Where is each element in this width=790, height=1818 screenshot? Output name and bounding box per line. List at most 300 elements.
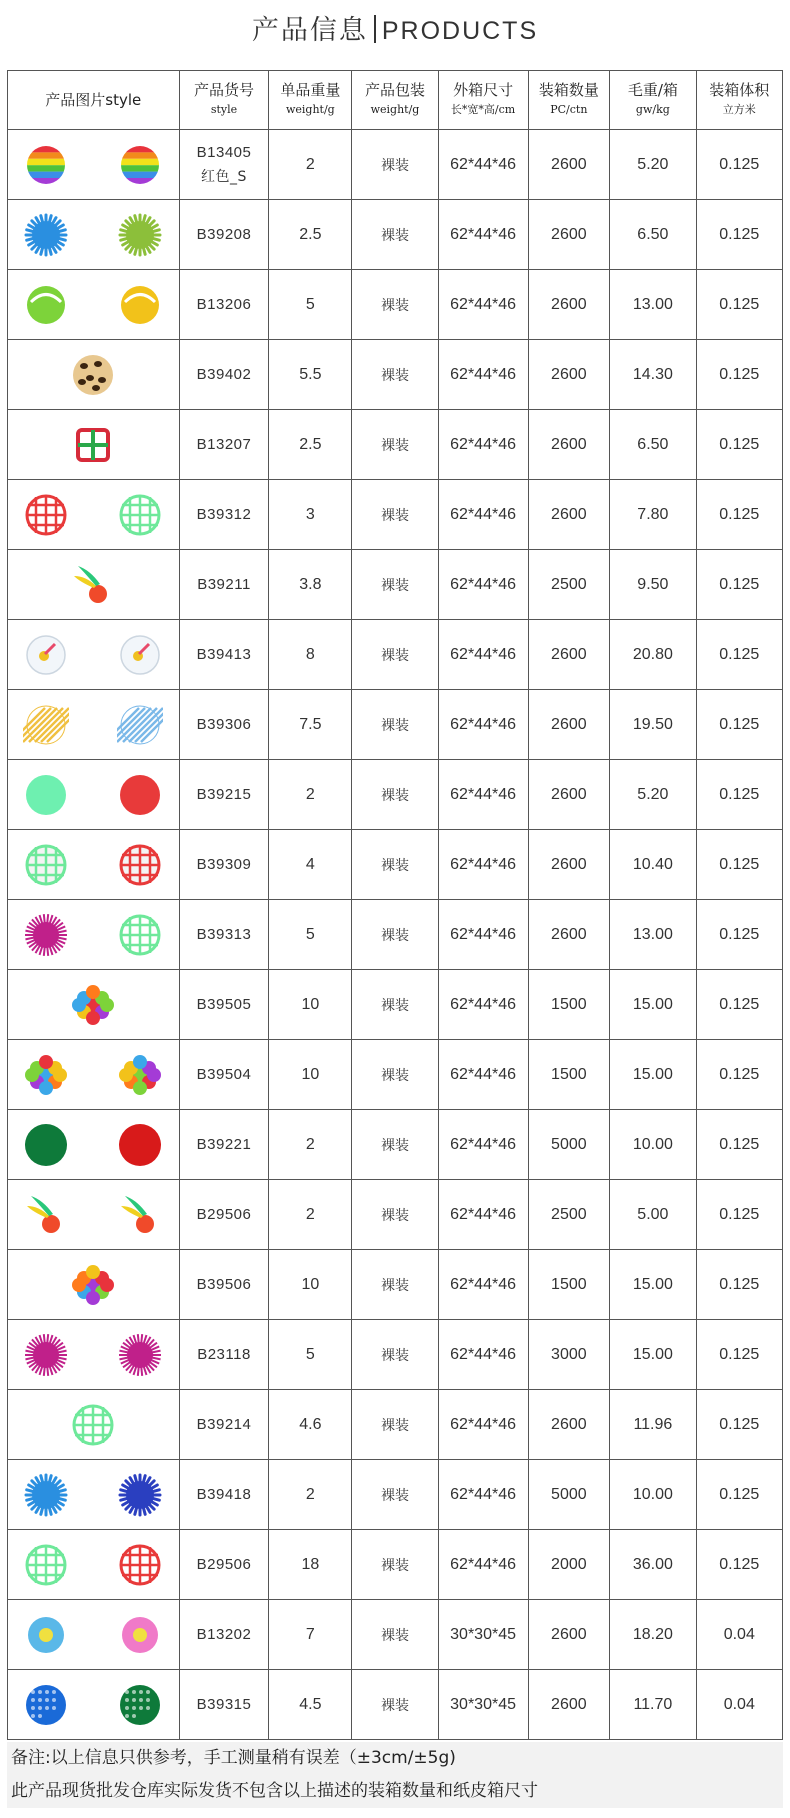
- table-row: [8, 970, 783, 1040]
- packaging-cell: 裸装: [352, 550, 438, 620]
- table-row: [8, 1250, 783, 1320]
- carton-size-cell: 62*44*46: [438, 1320, 528, 1390]
- carton-qty-cell: 2600: [528, 760, 610, 830]
- column-header-label: 外箱尺寸: [453, 81, 514, 99]
- product-code-cell: [179, 1110, 269, 1180]
- carton-qty-cell: 2600: [528, 830, 610, 900]
- product-code-cell: [179, 620, 269, 690]
- title-cn: 产品信息: [251, 15, 368, 46]
- packaging-cell: 裸装: [352, 1390, 438, 1460]
- gross-weight-cell: 10.00: [610, 1110, 696, 1180]
- product-code-cell: [179, 1180, 269, 1250]
- gross-weight-cell: 13.00: [610, 900, 696, 970]
- carton-size-cell: 62*44*46: [438, 340, 528, 410]
- carton-volume-cell: 0.125: [696, 1040, 782, 1110]
- rainbow-ball-icon: [117, 142, 163, 188]
- product-image-cell: [8, 1040, 180, 1110]
- cage-ball-icon: [70, 1402, 116, 1448]
- table-header-row: [8, 71, 783, 130]
- unit-weight-cell: 5: [269, 270, 352, 340]
- carton-volume-cell: 0.04: [696, 1600, 782, 1670]
- packaging-cell: 裸装: [352, 480, 438, 550]
- column-header: [8, 71, 180, 130]
- sequin-ball-icon: [117, 1682, 163, 1728]
- carton-qty-cell: 2500: [528, 550, 610, 620]
- unit-weight-cell: 2: [269, 1460, 352, 1530]
- product-code-cell: [179, 130, 269, 200]
- carton-volume-cell: 0.125: [696, 270, 782, 340]
- product-code: B13206: [196, 295, 252, 313]
- table-row: [8, 1180, 783, 1250]
- spiky-ball-icon: [117, 1332, 163, 1378]
- unit-weight-cell: 18: [269, 1530, 352, 1600]
- carton-qty-cell: 2600: [528, 620, 610, 690]
- product-code-cell: [179, 900, 269, 970]
- fuzzy-ball-icon: [23, 212, 69, 258]
- roller-toy-icon: [70, 422, 116, 468]
- column-header: [528, 71, 610, 130]
- product-code: B39402: [196, 365, 252, 383]
- product-image-cell: [8, 1110, 180, 1180]
- product-image-cell: [8, 1530, 180, 1600]
- bell-ball-icon: [23, 1612, 69, 1658]
- packaging-cell: 裸装: [352, 1460, 438, 1530]
- gross-weight-cell: 7.80: [610, 480, 696, 550]
- product-code: B39309: [196, 855, 252, 873]
- product-code-cell: [179, 1600, 269, 1670]
- product-image-cell: [8, 620, 180, 690]
- product-code: B39315: [196, 1695, 252, 1713]
- carton-qty-cell: 2600: [528, 410, 610, 480]
- gross-weight-cell: 18.20: [610, 1600, 696, 1670]
- packaging-cell: 裸装: [352, 760, 438, 830]
- carton-size-cell: 62*44*46: [438, 1250, 528, 1320]
- product-image-cell: [8, 900, 180, 970]
- product-code-cell: [179, 550, 269, 620]
- packaging-cell: 裸装: [352, 410, 438, 480]
- gross-weight-cell: 15.00: [610, 1320, 696, 1390]
- carton-qty-cell: 2600: [528, 270, 610, 340]
- carton-qty-cell: 1500: [528, 970, 610, 1040]
- packaging-cell: 裸装: [352, 270, 438, 340]
- carton-size-cell: 62*44*46: [438, 970, 528, 1040]
- product-code: B13202: [196, 1625, 252, 1643]
- product-image-cell: [8, 830, 180, 900]
- carton-qty-cell: 1500: [528, 1040, 610, 1110]
- table-row: [8, 270, 783, 340]
- carton-size-cell: 62*44*46: [438, 270, 528, 340]
- product-code-cell: [179, 410, 269, 480]
- column-header-label: 产品包装: [364, 81, 425, 99]
- carton-qty-cell: 2600: [528, 200, 610, 270]
- tinsel-ball-icon: [117, 1472, 163, 1518]
- table-row: [8, 1110, 783, 1180]
- carton-size-cell: 30*30*45: [438, 1670, 528, 1740]
- carton-size-cell: 62*44*46: [438, 1530, 528, 1600]
- column-header-label: 产品货号: [193, 81, 254, 99]
- product-image-cell: [8, 1670, 180, 1740]
- carton-size-cell: 62*44*46: [438, 830, 528, 900]
- gross-weight-cell: 20.80: [610, 620, 696, 690]
- unit-weight-cell: 10: [269, 970, 352, 1040]
- striped-ball-icon: [117, 702, 163, 748]
- packaging-cell: 裸装: [352, 1110, 438, 1180]
- table-row: [8, 900, 783, 970]
- product-table: [7, 70, 783, 1740]
- product-code: B39505: [196, 995, 252, 1013]
- carton-volume-cell: 0.125: [696, 130, 782, 200]
- product-code: B39312: [196, 505, 252, 523]
- note-line-1: 备注:以上信息只供参考，手工测量稍有误差（±3cm/±5g): [11, 1748, 456, 1768]
- cage-ball-icon: [117, 912, 163, 958]
- carton-size-cell: 62*44*46: [438, 1110, 528, 1180]
- carton-size-cell: 62*44*46: [438, 550, 528, 620]
- unit-weight-cell: 2.5: [269, 200, 352, 270]
- spiky-ball-icon: [23, 1332, 69, 1378]
- carton-volume-cell: 0.125: [696, 550, 782, 620]
- product-code: B39215: [196, 785, 252, 803]
- table-row: [8, 550, 783, 620]
- carton-size-cell: 62*44*46: [438, 760, 528, 830]
- carton-qty-cell: 5000: [528, 1110, 610, 1180]
- product-code: B39313: [196, 925, 252, 943]
- packaging-cell: 裸装: [352, 340, 438, 410]
- unit-weight-cell: 5: [269, 1320, 352, 1390]
- table-row: [8, 690, 783, 760]
- carton-size-cell: 62*44*46: [438, 1390, 528, 1460]
- product-code-cell: [179, 480, 269, 550]
- unit-weight-cell: 4.5: [269, 1670, 352, 1740]
- product-image-cell: [8, 760, 180, 830]
- column-header: [610, 71, 696, 130]
- carton-volume-cell: 0.125: [696, 900, 782, 970]
- product-image-cell: [8, 550, 180, 620]
- unit-weight-cell: 7.5: [269, 690, 352, 760]
- pattern-ball-icon: [117, 282, 163, 328]
- packaging-cell: 裸装: [352, 130, 438, 200]
- column-header-label: 产品图片style: [45, 91, 142, 109]
- packaging-cell: 裸装: [352, 1530, 438, 1600]
- product-code-cell: [179, 1040, 269, 1110]
- carton-qty-cell: 2500: [528, 1180, 610, 1250]
- table-row: [8, 830, 783, 900]
- packaging-cell: 裸装: [352, 1250, 438, 1320]
- carton-volume-cell: 0.125: [696, 1110, 782, 1180]
- gross-weight-cell: 5.20: [610, 760, 696, 830]
- product-code: B39504: [196, 1065, 252, 1083]
- table-row: [8, 1040, 783, 1110]
- packaging-cell: 裸装: [352, 1670, 438, 1740]
- product-image-cell: [8, 1600, 180, 1670]
- carton-size-cell: 62*44*46: [438, 200, 528, 270]
- carton-qty-cell: 2600: [528, 340, 610, 410]
- column-header: [269, 71, 352, 130]
- packaging-cell: 裸装: [352, 620, 438, 690]
- table-body: [8, 130, 783, 1740]
- unit-weight-cell: 4.6: [269, 1390, 352, 1460]
- cage-ball-icon: [23, 492, 69, 538]
- gross-weight-cell: 5.20: [610, 130, 696, 200]
- product-code-cell: [179, 270, 269, 340]
- product-code: B29506: [196, 1555, 252, 1573]
- product-code: B39214: [196, 1415, 252, 1433]
- table-row: [8, 1460, 783, 1530]
- table-row: [8, 1670, 783, 1740]
- gross-weight-cell: 10.00: [610, 1460, 696, 1530]
- carton-qty-cell: 2000: [528, 1530, 610, 1600]
- felt-ball-icon: [23, 1122, 69, 1168]
- fuzzy-ball-icon: [117, 212, 163, 258]
- product-image-cell: [8, 200, 180, 270]
- product-image-cell: [8, 270, 180, 340]
- cage-ball-icon: [117, 492, 163, 538]
- product-image-cell: [8, 1250, 180, 1320]
- column-header-sublabel: style: [210, 103, 238, 116]
- product-code-cell: [179, 1390, 269, 1460]
- gross-weight-cell: 6.50: [610, 200, 696, 270]
- column-header-sublabel: weight/g: [285, 103, 335, 116]
- product-code-cell: [179, 1530, 269, 1600]
- carton-qty-cell: 2600: [528, 900, 610, 970]
- gross-weight-cell: 13.00: [610, 270, 696, 340]
- wire-cage-ball-icon: [117, 1542, 163, 1588]
- half-cage-ball-icon: [23, 842, 69, 888]
- carton-size-cell: 62*44*46: [438, 620, 528, 690]
- column-header-label: 装箱数量: [538, 81, 599, 99]
- carton-size-cell: 30*30*45: [438, 1600, 528, 1670]
- product-variant: 红色_S: [201, 168, 247, 185]
- column-header: [438, 71, 528, 130]
- product-code-cell: [179, 1320, 269, 1390]
- carton-volume-cell: 0.125: [696, 830, 782, 900]
- feather-ball-icon: [117, 1192, 163, 1238]
- unit-weight-cell: 4: [269, 830, 352, 900]
- carton-volume-cell: 0.125: [696, 760, 782, 830]
- carton-volume-cell: 0.125: [696, 620, 782, 690]
- column-header-sublabel: 长*宽*高/cm: [450, 103, 516, 116]
- product-code-cell: [179, 200, 269, 270]
- carton-volume-cell: 0.125: [696, 1460, 782, 1530]
- product-image-cell: [8, 480, 180, 550]
- felt-ball-icon: [117, 1122, 163, 1168]
- carton-size-cell: 62*44*46: [438, 690, 528, 760]
- unit-weight-cell: 8: [269, 620, 352, 690]
- gross-weight-cell: 19.50: [610, 690, 696, 760]
- carton-size-cell: 62*44*46: [438, 480, 528, 550]
- title-en: PRODUCTS: [381, 17, 539, 45]
- packaging-cell: 裸装: [352, 900, 438, 970]
- carton-volume-cell: 0.125: [696, 690, 782, 760]
- column-header: [696, 71, 782, 130]
- unit-weight-cell: 2: [269, 760, 352, 830]
- carton-volume-cell: 0.125: [696, 970, 782, 1040]
- leopard-ball-icon: [70, 352, 116, 398]
- product-code: B13405: [196, 143, 252, 161]
- table-row: [8, 130, 783, 200]
- column-header-sublabel: weight/g: [370, 103, 420, 116]
- product-code-cell: [179, 1670, 269, 1740]
- carton-volume-cell: 0.125: [696, 1390, 782, 1460]
- spiky-ball-icon: [23, 912, 69, 958]
- product-code-cell: [179, 830, 269, 900]
- title-separator: [374, 15, 376, 43]
- gross-weight-cell: 15.00: [610, 1040, 696, 1110]
- unit-weight-cell: 2: [269, 1180, 352, 1250]
- column-header-sublabel: 立方米: [722, 103, 756, 116]
- packaging-cell: 裸装: [352, 830, 438, 900]
- packaging-cell: 裸装: [352, 690, 438, 760]
- product-code: B13207: [196, 435, 252, 453]
- carton-qty-cell: 1500: [528, 1250, 610, 1320]
- unit-weight-cell: 3.8: [269, 550, 352, 620]
- column-header-label: 单品重量: [280, 81, 341, 99]
- unit-weight-cell: 2: [269, 1110, 352, 1180]
- clear-ball-icon: [23, 632, 69, 678]
- pompom-ball-icon: [70, 982, 116, 1028]
- column-header-label: 毛重/箱: [627, 81, 678, 99]
- carton-volume-cell: 0.125: [696, 1320, 782, 1390]
- unit-weight-cell: 7: [269, 1600, 352, 1670]
- product-code: B39418: [196, 1485, 252, 1503]
- product-code-cell: [179, 970, 269, 1040]
- product-image-cell: [8, 1180, 180, 1250]
- product-code-cell: [179, 340, 269, 410]
- packaging-cell: 裸装: [352, 200, 438, 270]
- carton-qty-cell: 5000: [528, 1460, 610, 1530]
- half-cage-ball-icon: [117, 842, 163, 888]
- product-image-cell: [8, 340, 180, 410]
- product-code: B39211: [197, 575, 251, 593]
- unit-weight-cell: 10: [269, 1250, 352, 1320]
- product-image-cell: [8, 1390, 180, 1460]
- packaging-cell: 裸装: [352, 1320, 438, 1390]
- unit-weight-cell: 2.5: [269, 410, 352, 480]
- product-code: B39221: [196, 1135, 252, 1153]
- notes-box: [7, 1742, 783, 1808]
- tinsel-ball-icon: [23, 1472, 69, 1518]
- table-row: [8, 200, 783, 270]
- unit-weight-cell: 5: [269, 900, 352, 970]
- product-code: B39506: [196, 1275, 252, 1293]
- product-image-cell: [8, 1460, 180, 1530]
- table-row: [8, 340, 783, 410]
- table-row: [8, 1600, 783, 1670]
- column-header: [179, 71, 269, 130]
- carton-size-cell: 62*44*46: [438, 1040, 528, 1110]
- gross-weight-cell: 6.50: [610, 410, 696, 480]
- carton-volume-cell: 0.04: [696, 1670, 782, 1740]
- carton-volume-cell: 0.125: [696, 1530, 782, 1600]
- product-image-cell: [8, 130, 180, 200]
- bell-ball-icon: [117, 1612, 163, 1658]
- table-row: [8, 1390, 783, 1460]
- packaging-cell: 裸装: [352, 1180, 438, 1250]
- product-code: B39413: [196, 645, 252, 663]
- solid-ball-icon: [117, 772, 163, 818]
- carton-qty-cell: 2600: [528, 1390, 610, 1460]
- gross-weight-cell: 9.50: [610, 550, 696, 620]
- carton-size-cell: 62*44*46: [438, 130, 528, 200]
- carton-qty-cell: 3000: [528, 1320, 610, 1390]
- carton-size-cell: 62*44*46: [438, 410, 528, 480]
- feather-ball-icon: [23, 1192, 69, 1238]
- product-image-cell: [8, 1320, 180, 1390]
- carton-volume-cell: 0.125: [696, 410, 782, 480]
- wire-cage-ball-icon: [23, 1542, 69, 1588]
- gross-weight-cell: 5.00: [610, 1180, 696, 1250]
- gross-weight-cell: 11.96: [610, 1390, 696, 1460]
- carton-volume-cell: 0.125: [696, 1180, 782, 1250]
- note-line-2: 此产品现货批发仓库实际发货不包含以上描述的装箱数量和纸皮箱尺寸: [11, 1781, 538, 1801]
- pompom-ball-icon: [117, 1052, 163, 1098]
- product-code: B39208: [196, 225, 252, 243]
- rainbow-ball-icon: [23, 142, 69, 188]
- table-row: [8, 620, 783, 690]
- feather-ball-icon: [70, 562, 116, 608]
- unit-weight-cell: 3: [269, 480, 352, 550]
- gross-weight-cell: 10.40: [610, 830, 696, 900]
- column-header-label: 装箱体积: [709, 81, 770, 99]
- carton-volume-cell: 0.125: [696, 480, 782, 550]
- table-row: [8, 480, 783, 550]
- product-image-cell: [8, 690, 180, 760]
- column-header: [352, 71, 438, 130]
- product-image-cell: [8, 410, 180, 480]
- carton-qty-cell: 2600: [528, 480, 610, 550]
- table-row: [8, 410, 783, 480]
- striped-ball-icon: [23, 702, 69, 748]
- pattern-ball-icon: [23, 282, 69, 328]
- product-code-cell: [179, 760, 269, 830]
- product-image-cell: [8, 970, 180, 1040]
- gross-weight-cell: 11.70: [610, 1670, 696, 1740]
- product-code-cell: [179, 1460, 269, 1530]
- carton-volume-cell: 0.125: [696, 1250, 782, 1320]
- table-row: [8, 1530, 783, 1600]
- packaging-cell: 裸装: [352, 970, 438, 1040]
- carton-size-cell: 62*44*46: [438, 900, 528, 970]
- gross-weight-cell: 15.00: [610, 970, 696, 1040]
- page-title: [0, 8, 790, 47]
- column-header-sublabel: PC/ctn: [550, 103, 588, 116]
- carton-qty-cell: 2600: [528, 1600, 610, 1670]
- carton-qty-cell: 2600: [528, 130, 610, 200]
- unit-weight-cell: 5.5: [269, 340, 352, 410]
- gross-weight-cell: 15.00: [610, 1250, 696, 1320]
- product-code: B39306: [196, 715, 252, 733]
- carton-qty-cell: 2600: [528, 1670, 610, 1740]
- gross-weight-cell: 14.30: [610, 340, 696, 410]
- clear-ball-icon: [117, 632, 163, 678]
- column-header-sublabel: gw/kg: [635, 103, 670, 116]
- carton-volume-cell: 0.125: [696, 340, 782, 410]
- gross-weight-cell: 36.00: [610, 1530, 696, 1600]
- carton-volume-cell: 0.125: [696, 200, 782, 270]
- product-code: B29506: [196, 1205, 252, 1223]
- pompom-ball-icon: [70, 1262, 116, 1308]
- carton-qty-cell: 2600: [528, 690, 610, 760]
- table-row: [8, 760, 783, 830]
- unit-weight-cell: 2: [269, 130, 352, 200]
- packaging-cell: 裸装: [352, 1600, 438, 1670]
- sequin-ball-icon: [23, 1682, 69, 1728]
- packaging-cell: 裸装: [352, 1040, 438, 1110]
- unit-weight-cell: 10: [269, 1040, 352, 1110]
- solid-ball-icon: [23, 772, 69, 818]
- product-code-cell: [179, 690, 269, 760]
- product-code: B23118: [197, 1345, 251, 1363]
- product-code-cell: [179, 1250, 269, 1320]
